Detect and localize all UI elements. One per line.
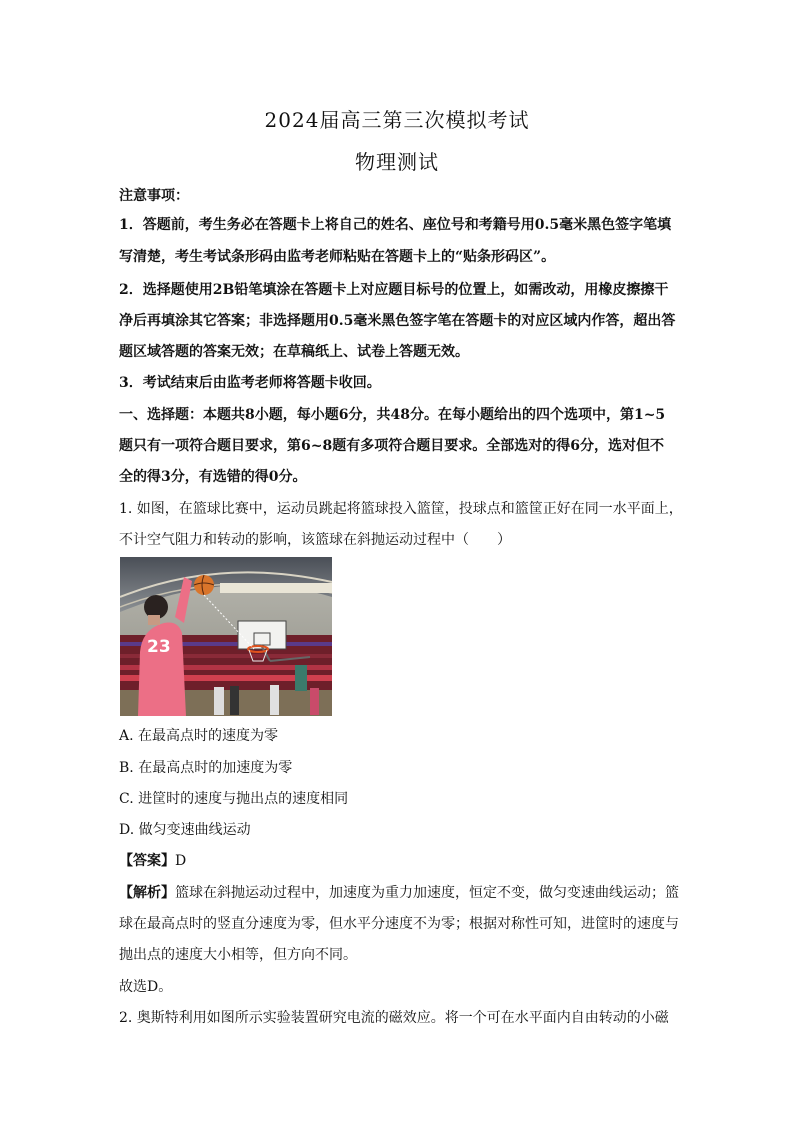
exam-title: 2024届高三第三次模拟考试 [264, 108, 530, 132]
notes-item-1: 1．答题前，考生务必在答题卡上将自己的姓名、座位号和考籍号用0.5毫米黑色签字笔填 [119, 217, 672, 233]
option-c: C. 进筐时的速度与抛出点的速度相同 [119, 791, 349, 807]
answer-row [119, 851, 679, 871]
question-1-stem: 1. 如图，在篮球比赛中，运动员跳起将篮球投入篮筐，投球点和篮筐正好在同一水平面上， [119, 501, 683, 517]
notes-item-2: 2．选择题使用2B铅笔填涂在答题卡上对应题目标号的位置上，如需改动，用橡皮擦擦干 [119, 282, 669, 298]
notes-item-2-cont2: 题区域答题的答案无效；在草稿纸上、试卷上答题无效。 [119, 344, 469, 360]
option-a: A. 在最高点时的速度为零 [119, 728, 279, 744]
subject-title: 物理测试 [355, 150, 439, 174]
analysis-text-cont: 球在最高点时的竖直分速度为零，但水平分速度不为零；根据对称性可知，进筐时的速度与 [119, 916, 679, 932]
notes-heading: 注意事项： [119, 188, 189, 204]
option-b: B. 在最高点时的加速度为零 [119, 760, 293, 776]
conclusion: 故选D。 [119, 979, 173, 995]
section-heading-cont: 题只有一项符合题目要求，第6~8题有多项符合题目要求。全部选对的得6分，选对但不 [119, 438, 664, 454]
basketball-photo [120, 557, 332, 716]
question-1-stem-cont: 不计空气阻力和转动的影响，该篮球在斜抛运动过程中（ ） [119, 532, 511, 548]
analysis-label: 【解析】 [119, 885, 175, 901]
answer-label: 【答案】 [119, 853, 175, 869]
analysis-text: 篮球在斜抛运动过程中，加速度为重力加速度，恒定不变，做匀变速曲线运动；篮 [175, 885, 679, 901]
analysis-row [119, 883, 679, 903]
notes-item-3: 3．考试结束后由监考老师将答题卡收回。 [119, 375, 381, 391]
analysis-text-cont2: 抛出点的速度大小相等，但方向不同。 [119, 947, 357, 963]
notes-item-1-cont: 写清楚，考生考试条形码由监考老师粘贴在答题卡上的“贴条形码区”。 [119, 249, 556, 265]
notes-item-2-cont: 净后再填涂其它答案；非选择题用0.5毫米黑色签字笔在答题卡的对应区域内作答，超出答 [119, 313, 676, 329]
question-2-stem: 2. 奥斯特利用如图所示实验装置研究电流的磁效应。将一个可在水平面内自由转动的小磁 [119, 1010, 669, 1026]
option-d: D. 做匀变速曲线运动 [119, 822, 251, 838]
answer-value: D [175, 853, 187, 869]
section-heading: 一、选择题：本题共8小题，每小题6分，共48分。在每小题给出的四个选项中，第1~5 [119, 407, 666, 423]
jersey-number: 23 [147, 637, 171, 657]
section-heading-cont2: 全的得3分，有选错的得0分。 [119, 469, 307, 485]
